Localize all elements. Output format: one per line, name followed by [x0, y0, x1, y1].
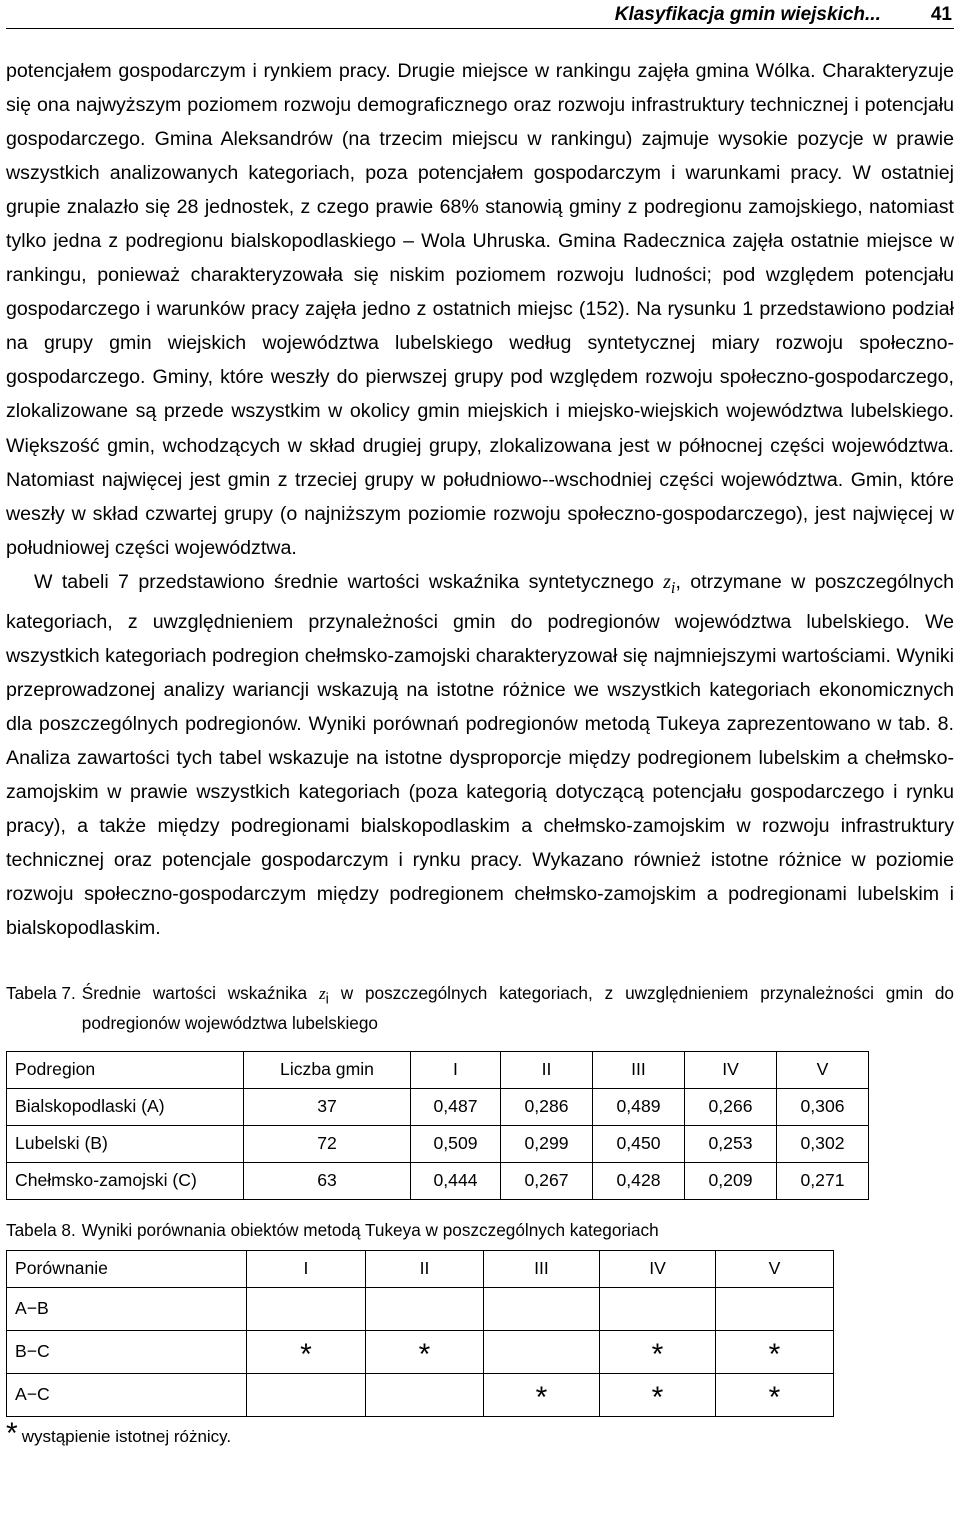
header-cell: Podregion	[7, 1051, 244, 1088]
header-cell: II	[366, 1250, 484, 1287]
table-cell	[484, 1330, 600, 1373]
table-header-row	[7, 1250, 834, 1287]
table-8-caption	[6, 1219, 954, 1242]
table-cell: *	[366, 1330, 484, 1373]
paragraph-2-start: W tabeli 7 przedstawiono średnie wartości wskaźnika syntetycznego	[34, 570, 664, 593]
page-header	[6, 0, 954, 29]
table-row	[7, 1088, 869, 1125]
table-8-label: Tabela 8.	[6, 1219, 76, 1240]
table-cell: *	[484, 1373, 600, 1416]
table-cell	[366, 1373, 484, 1416]
header-cell: III	[593, 1051, 685, 1088]
variable-subscript: i	[670, 577, 676, 597]
table-cell: 63	[244, 1162, 411, 1199]
table-cell: 0,271	[777, 1162, 869, 1199]
table-cell: B−C	[7, 1330, 247, 1373]
table-row	[7, 1162, 869, 1199]
caption-variable-z: z	[318, 984, 326, 1004]
footnote	[6, 1416, 954, 1450]
table-8-title: Wyniki porównania obiektów metodą Tukeya w poszczególnych kategoriach	[81, 1219, 659, 1240]
table-cell	[247, 1287, 366, 1330]
table-7-caption	[6, 982, 954, 1034]
table-cell: *	[247, 1330, 366, 1373]
table-8	[6, 1250, 834, 1417]
table-cell: 0,306	[777, 1088, 869, 1125]
table-cell: 72	[244, 1125, 411, 1162]
footnote-text: wystąpienie istotnej różnicy.	[21, 1426, 232, 1446]
table-cell: 0,266	[685, 1088, 777, 1125]
table-cell	[484, 1287, 600, 1330]
header-cell: III	[484, 1250, 600, 1287]
caption-7-rest: w poszczególnych kategoriach, z uwzględnieniem przynależności gmin do podregionów województwa lubelskiego	[81, 983, 954, 1033]
paragraph-2-rest: , otrzymane w poszczególnych kategoriach, z uwzględnieniem przynależności gmin do podregionów województwa lubelskiego. We wszystkich kategoriach podregion chełmsko-zamojski charakteryzował się najmniejszymi wartościami. Wyniki przeprowadzonej analizy wariancji wskazują na istotne różnice we wszystkich kategoriach ekonomicznych dla poszczególnych podregionów. Wyniki porównań podregionów metodą Tukeya zaprezentowano w tab. 8. Analiza zawartości tych tabel wskazuje na istotne dysproporcje między podregionem lubelskim a chełmsko-zamojskim w prawie wszystkich kategoriach (poza kategorią dotyczącą potencjału gospodarczego i rynku pracy), a także między podregionami bialskopodlaskim a chełmsko-zamojskim w rozwoju infrastruktury technicznej oraz potencjale gospodarczym i rynku pracy. Wykazano również istotne różnice w poziomie rozwoju społeczno-gospodarczym między podregionem chełmsko-zamojskim a podregionami lubelskim i bialskopodlaskim.	[6, 570, 955, 940]
table-cell: 0,286	[501, 1088, 593, 1125]
table-cell: 0,267	[501, 1162, 593, 1199]
header-cell: Porównanie	[7, 1250, 247, 1287]
paragraph-1: potencjałem gospodarczym i rynkiem pracy. Drugie miejsce w rankingu zajęła gmina Wólka. Charakteryzuje się ona najwyższym poziomem rozwoju demograficznego oraz rozwoju infrastruktury technicznej i potencjału gospodarczego. Gmina Aleksandrów (na trzecim miejscu w rankingu) zajmuje wysokie pozycje w prawie wszystkich analizowanych kategoriach, poza potencjałem gospodarczym i warunkami pracy. W ostatniej grupie znalazło się 28 jednostek, z czego prawie 68% stanowią gminy z podregionu zamojskiego, natomiast tylko jedna z podregionu bialskopodlaskiego – Wola Uhruska. Gmina Radecznica zajęła ostatnie miejsce w rankingu, ponieważ charakteryzowała się niskim poziomem rozwoju ludności; pod względem potencjału gospodarczego i warunków pracy zajęła jedno z ostatnich miejsc (152). Na rysunku 1 przedstawiono podział na grupy gmin wiejskich województwa lubelskiego według syntetycznej miary rozwoju społeczno-gospodarczego. Gminy, które weszły do pierwszej grupy pod względem rozwoju społeczno-gospodarczego, zlokalizowane są przede wszystkim w okolicy gmin miejskich i miejsko-wiejskich województwa lubelskiego. Większość gmin, wchodzących w skład drugiej grupy, zlokalizowana jest w północnej części województwa. Natomiast najwięcej jest gmin z trzeciej grupy w południowo--wschodniej części województwa. Gmin, które weszły w skład czwartej grupy (o najniższym poziomie rozwoju społeczno-gospodarczego), jest najwięcej w południowej części województwa.	[6, 60, 954, 559]
table-cell: 0,489	[593, 1088, 685, 1125]
caption-7-start: Średnie wartości wskaźnika	[81, 983, 319, 1004]
table-row	[7, 1330, 834, 1373]
header-cell: IV	[600, 1250, 716, 1287]
header-cell: I	[411, 1051, 501, 1088]
table-cell: 0,509	[411, 1125, 501, 1162]
table-cell: *	[716, 1373, 834, 1416]
table-cell: 0,444	[411, 1162, 501, 1199]
table-cell: 0,428	[593, 1162, 685, 1199]
table-cell: 0,299	[501, 1125, 593, 1162]
table-row	[7, 1287, 834, 1330]
document-page	[6, 0, 955, 1450]
table-cell: 0,450	[593, 1125, 685, 1162]
header-cell: II	[501, 1051, 593, 1088]
table-row	[7, 1125, 869, 1162]
table-cell	[366, 1287, 484, 1330]
table-7	[6, 1051, 869, 1200]
page-number: 41	[930, 4, 952, 25]
table-7-label: Tabela 7.	[6, 983, 76, 1004]
caption-variable-subscript: i	[325, 991, 329, 1008]
table-cell: Lubelski (B)	[7, 1125, 244, 1162]
body-text	[6, 54, 954, 945]
header-cell: V	[777, 1051, 869, 1088]
table-cell: *	[600, 1330, 716, 1373]
table-cell: Chełmsko-zamojski (C)	[7, 1162, 244, 1199]
table-cell: *	[716, 1330, 834, 1373]
table-cell	[600, 1287, 716, 1330]
table-7-title	[82, 982, 954, 1034]
footnote-mark: *	[6, 1416, 18, 1450]
table-cell: 37	[244, 1088, 411, 1125]
header-cell: I	[247, 1250, 366, 1287]
paragraph-2	[6, 565, 954, 945]
table-cell: 0,253	[685, 1125, 777, 1162]
running-title: Klasyfikacja gmin wiejskich...	[614, 4, 881, 25]
table-cell: 0,302	[777, 1125, 869, 1162]
table-cell: 0,209	[685, 1162, 777, 1199]
table-row	[7, 1373, 834, 1416]
table-cell: A−B	[7, 1287, 247, 1330]
table-cell: 0,487	[411, 1088, 501, 1125]
table-cell: *	[600, 1373, 716, 1416]
table-header-row	[7, 1051, 869, 1088]
table-cell	[247, 1373, 366, 1416]
table-cell: A−C	[7, 1373, 247, 1416]
header-cell: V	[716, 1250, 834, 1287]
header-cell: IV	[685, 1051, 777, 1088]
table-cell: Bialskopodlaski (A)	[7, 1088, 244, 1125]
table-cell	[716, 1287, 834, 1330]
header-cell: Liczba gmin	[244, 1051, 411, 1088]
variable-z: z	[663, 571, 671, 593]
